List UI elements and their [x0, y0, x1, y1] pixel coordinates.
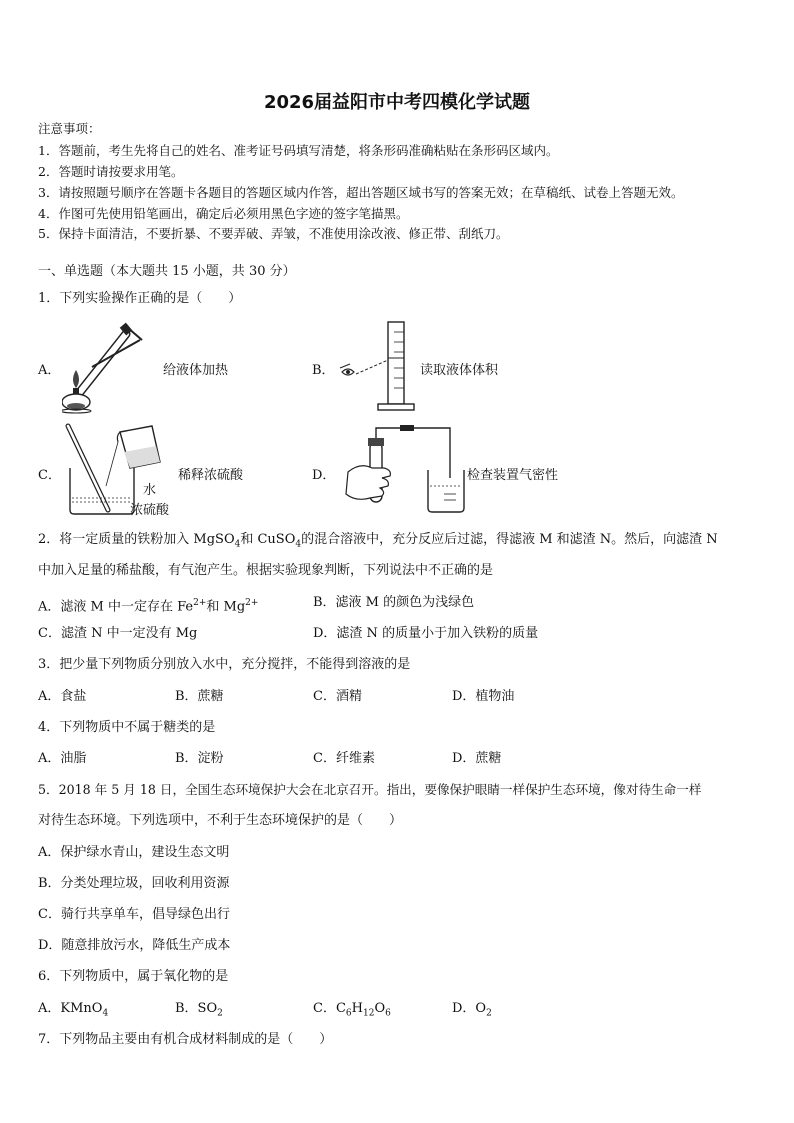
question-1-stem: 1．下列实验操作正确的是（ ） — [38, 291, 242, 306]
q1-option-a-text: 给液体加热 — [163, 363, 229, 378]
notice-heading: 注意事项： — [38, 121, 101, 136]
q1-fig-b-reading-volume — [336, 318, 418, 414]
q2-option-d: D．滤渣 N 的质量小于加入铁粉的质量 — [313, 626, 539, 641]
q2-stem-part: 2．将一定质量的铁粉加入 MgSO — [38, 532, 235, 547]
q6-subscript: 12 — [362, 1008, 375, 1019]
q5-option-d: D．随意排放污水，降低生产成本 — [38, 938, 231, 953]
q1-option-d-letter: D． — [312, 468, 336, 483]
question-6-stem: 6．下列物质中，属于氧化物的是 — [38, 969, 229, 984]
notice-item: 3．请按照题号顺序在答题卡各题目的答题区域内作答，超出答题区域书写的答案无效；在草稿纸、试卷上答题无效。 — [38, 185, 684, 200]
q5-option-c: C．骑行共享单车，倡导绿色出行 — [38, 907, 230, 922]
section-heading: 一、单选题（本大题共 15 小题，共 30 分） — [38, 264, 296, 279]
q3-option-b: B．蔗糖 — [175, 689, 224, 704]
q1-option-b-text: 读取液体体积 — [420, 363, 499, 378]
q1-fig-c-acid-label: 浓硫酸 — [130, 503, 170, 518]
q3-option-d: D．植物油 — [452, 689, 515, 704]
q4-option-c: C．纤维素 — [313, 751, 375, 766]
q1-option-b-letter: B． — [312, 363, 335, 378]
q6-option-c — [313, 1001, 391, 1022]
q2-option-a — [38, 595, 258, 615]
question-4-stem: 4．下列物质中不属于糖类的是 — [38, 720, 216, 735]
question-5-stem: 5．2018 年 5 月 18 日，全国生态环境保护大会在北京召开。指出，要像保护眼睛一样保护生态环境，像对待生命一样 — [38, 782, 702, 797]
q2-subscript: 4 — [234, 539, 241, 550]
q1-fig-a-heating-liquid — [62, 322, 162, 414]
q6-option-d — [452, 1001, 492, 1022]
q4-option-b: B．淀粉 — [175, 751, 224, 766]
q2-option-b: B．滤液 M 的颜色为浅绿色 — [313, 595, 475, 610]
q1-fig-d-airtightness — [340, 422, 466, 514]
q1-option-c-text: 稀释浓硫酸 — [178, 468, 244, 483]
q6-option-a-part: A．KMnO — [38, 1001, 103, 1016]
notice-item: 1．答题前，考生先将自己的姓名、准考证号码填写清楚，将条形码准确粘贴在条形码区域内。 — [38, 143, 559, 158]
q2-subscript: 4 — [295, 539, 302, 550]
q2-option-c: C．滤渣 N 中一定没有 Mg — [38, 626, 198, 641]
question-2-stem-line2: 中加入足量的稀盐酸，有气泡产生。根据实验现象判断，下列说法中不正确的是 — [38, 563, 494, 578]
q6-subscript: 6 — [345, 1008, 352, 1019]
q6-subscript: 4 — [102, 1008, 109, 1019]
q2-superscript: 2+ — [193, 598, 207, 608]
q2-stem-part: 的混合溶液中，充分反应后过滤，得滤液 M 和滤渣 N。然后，向滤渣 N — [301, 532, 718, 547]
q4-option-a: A．油脂 — [38, 751, 87, 766]
q6-option-a — [38, 1001, 108, 1022]
question-7-stem: 7．下列物品主要由有机合成材料制成的是（ ） — [38, 1032, 333, 1047]
q1-option-d-text: 检查装置气密性 — [467, 468, 559, 483]
page-title: 2026届益阳市中考四模化学试题 — [263, 92, 531, 113]
q2-stem-part: 和 CuSO — [240, 532, 296, 547]
notice-item: 2．答题时请按要求用笔。 — [38, 164, 184, 179]
notice-item: 5．保持卡面清洁，不要折暴、不要弄破、弄皱，不准使用涂改液、修正带、刮纸刀。 — [38, 226, 509, 241]
q6-option-b-part: B．SO — [175, 1001, 218, 1016]
q2-option-a-part: 和 Mg — [206, 599, 246, 615]
q6-subscript: 2 — [217, 1008, 223, 1019]
q6-subscript: 6 — [385, 1008, 391, 1019]
q6-option-c-part: O — [374, 1001, 386, 1016]
q1-fig-c-water-label: 水 — [143, 483, 157, 498]
q6-option-c-part: H — [351, 1001, 363, 1016]
q6-option-b — [175, 1001, 223, 1022]
q3-option-c: C．酒精 — [313, 689, 362, 704]
q1-option-c-letter: C． — [38, 468, 61, 483]
q5-option-b: B．分类处理垃圾，回收利用资源 — [38, 876, 230, 891]
q4-option-d: D．蔗糖 — [452, 751, 502, 766]
q3-option-a: A．食盐 — [38, 689, 87, 704]
question-2-stem — [38, 532, 718, 553]
question-5-stem-line2: 对待生态环境。下列选项中，不利于生态环境保护的是（ ） — [38, 813, 403, 828]
q5-option-a: A．保护绿水青山，建设生态文明 — [38, 845, 230, 860]
q6-option-d-part: D．O — [452, 1001, 487, 1016]
question-3-stem: 3．把少量下列物质分别放入水中，充分搅拌，不能得到溶液的是 — [38, 657, 411, 672]
q6-subscript: 2 — [486, 1008, 492, 1019]
q6-option-c-part: C．C — [313, 1001, 346, 1016]
q2-superscript: 2+ — [245, 598, 259, 608]
notice-item: 4．作图可先使用铅笔画出，确定后必须用黑色字迹的签字笔描黑。 — [38, 206, 409, 221]
q2-option-a-part: A．滤液 M 中一定存在 Fe — [38, 599, 194, 615]
q1-option-a-letter: A． — [38, 363, 61, 378]
